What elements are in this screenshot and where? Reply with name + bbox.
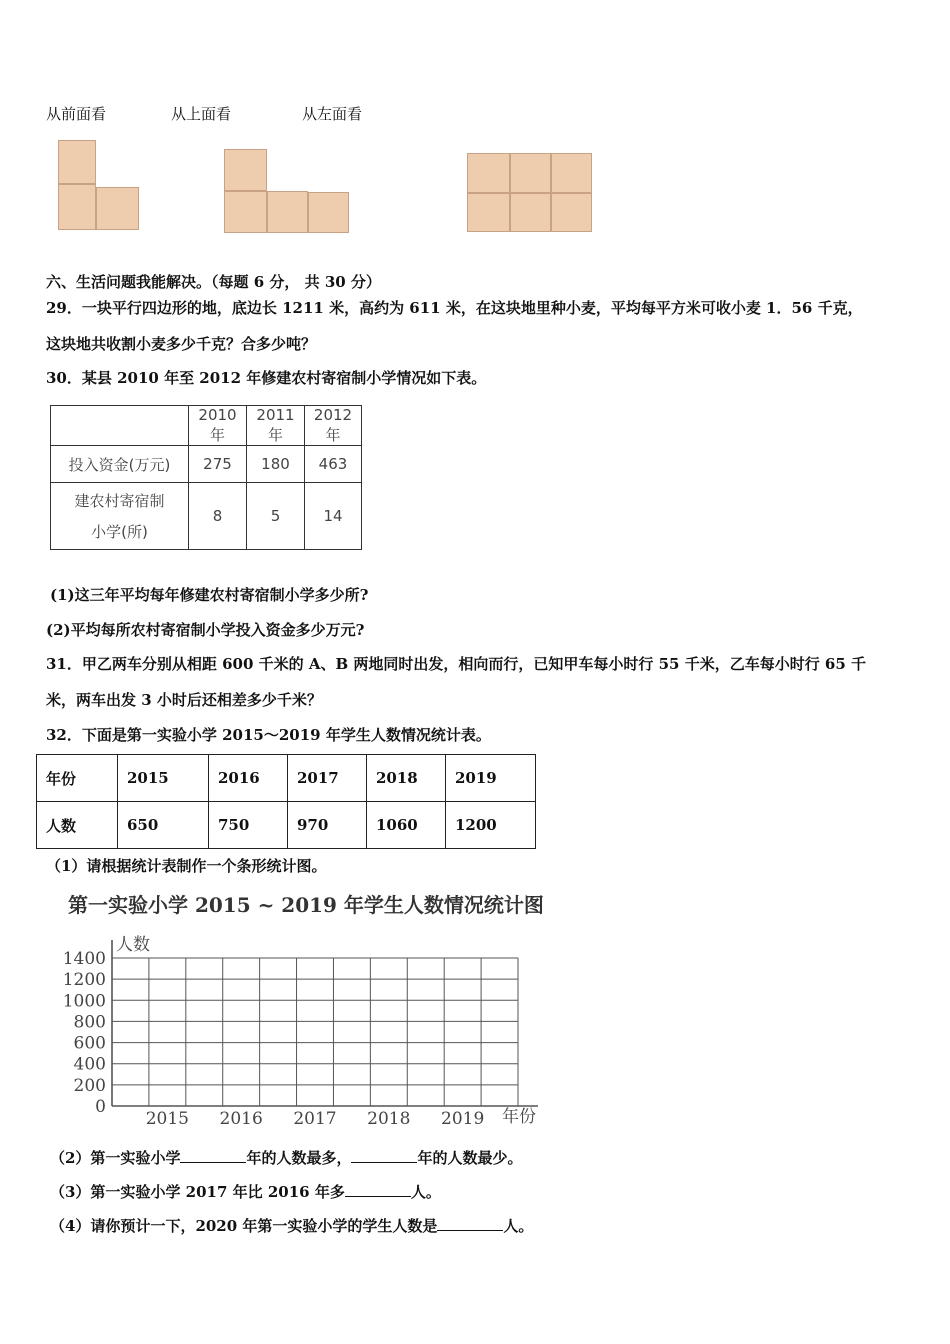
chart-y-tick-label: 600 — [73, 1033, 106, 1054]
sub2-text-c: 年的人数最少。 — [417, 1149, 523, 1167]
chart-y-tick-label: 1000 — [62, 991, 106, 1012]
answer-blank[interactable] — [345, 1182, 411, 1197]
chart-x-tick-label: 2017 — [293, 1109, 337, 1128]
cube-face — [551, 193, 592, 232]
chart-y-tick-label: 800 — [73, 1012, 106, 1033]
table-cell: 970 — [288, 802, 367, 849]
question-32-sub3 — [50, 1181, 441, 1202]
table-cell: 1200 — [446, 802, 536, 849]
table-cell: 463 — [305, 446, 362, 483]
cube-face — [467, 193, 510, 232]
table-cell: 1060 — [367, 802, 446, 849]
table-cell: 2018 — [367, 755, 446, 802]
cube-face — [224, 191, 267, 233]
front-view-label: 从前面看 — [46, 105, 107, 123]
question-29-line1: 29．一块平行四边形的地，底边长 1211 米，高约为 611 米，在这块地里种小麦，平均每平方米可收小麦 1．56 千克， — [46, 299, 863, 317]
table-header-cell: 2012 年 — [305, 406, 362, 446]
chart-y-ticks — [63, 949, 106, 1117]
sub2-text-b: 年的人数最多， — [246, 1149, 352, 1167]
cube-face — [58, 184, 96, 230]
table-cell: 14 — [305, 483, 362, 550]
table-row-label: 人数 — [37, 802, 118, 849]
left-view-label: 从左面看 — [302, 105, 363, 123]
cube-face — [58, 140, 96, 184]
table-header-cell: 2011 年 — [247, 406, 305, 446]
table-cell: 5 — [247, 483, 305, 550]
bar-chart — [58, 888, 558, 1128]
top-view-label: 从上面看 — [171, 105, 232, 123]
sub4-text-a: （4）请你预计一下，2020 年第一实验小学的学生人数是 — [50, 1217, 438, 1235]
cube-face — [510, 153, 551, 193]
chart-y-tick-label: 0 — [95, 1097, 106, 1117]
table-row-label-line2: 小学(所) — [91, 523, 148, 541]
table-row-label-line1: 建农村寄宿制 — [74, 492, 165, 510]
table-cell: 8 — [189, 483, 247, 550]
cube-face — [467, 153, 510, 193]
table-cell: 180 — [247, 446, 305, 483]
chart-y-tick-label: 400 — [73, 1054, 106, 1075]
chart-x-tick-label: 2018 — [367, 1109, 411, 1128]
table-cell: 275 — [189, 446, 247, 483]
answer-blank[interactable] — [437, 1216, 503, 1231]
chart-grid — [112, 940, 538, 1106]
table-cell: 650 — [118, 802, 209, 849]
table-q30 — [50, 405, 362, 550]
question-30-sub1: (1)这三年平均每年修建农村寄宿制小学多少所? — [50, 586, 369, 604]
table-cell: 2015 — [118, 755, 209, 802]
answer-blank[interactable] — [180, 1148, 246, 1163]
chart-x-tick-label: 2015 — [145, 1109, 189, 1128]
table-row-label: 年份 — [37, 755, 118, 802]
sub3-text-a: （3）第一实验小学 2017 年比 2016 年多 — [50, 1183, 345, 1201]
table-row-label: 投入资金(万元) — [51, 446, 189, 483]
cube-face — [267, 191, 308, 233]
question-32-sub1: （1）请根据统计表制作一个条形统计图。 — [46, 857, 327, 875]
table-cell: 2019 — [446, 755, 536, 802]
chart-x-ticks — [146, 1109, 485, 1128]
question-30-intro: 30．某县 2010 年至 2012 年修建农村寄宿制小学情况如下表。 — [46, 369, 487, 387]
table-cell: 2016 — [209, 755, 288, 802]
chart-title: 第一实验小学 2015 ~ 2019 年学生人数情况统计图 — [68, 893, 544, 917]
section-heading: 六、生活问题我能解决。（每题 6 分， 共 30 分） — [46, 273, 381, 291]
chart-x-tick-label: 2016 — [219, 1109, 263, 1128]
cube-face — [224, 149, 267, 191]
question-31-line1: 31．甲乙两车分别从相距 600 千米的 A、B 两地同时出发，相向而行，已知甲车每小时行 55 千米，乙车每小时行 65 千 — [46, 655, 867, 673]
table-header-cell: 2010 年 — [189, 406, 247, 446]
cube-face — [551, 153, 592, 193]
table-header-cell — [51, 406, 189, 446]
table-q32 — [36, 754, 536, 849]
chart-y-tick-label: 1400 — [62, 949, 106, 969]
table-cell: 750 — [209, 802, 288, 849]
chart-y-tick-label: 200 — [73, 1075, 106, 1096]
sub4-text-b: 人。 — [503, 1217, 534, 1235]
cube-face — [510, 193, 551, 232]
question-30-sub2: (2)平均每所农村寄宿制小学投入资金多少万元? — [46, 621, 365, 639]
chart-y-tick-label: 1200 — [62, 970, 106, 991]
table-cell: 2017 — [288, 755, 367, 802]
question-32-sub4 — [50, 1215, 533, 1236]
table-row-label — [51, 483, 189, 550]
chart-x-axis-label: 年份 — [502, 1107, 536, 1127]
sub3-text-b: 人。 — [410, 1183, 441, 1201]
chart-y-axis-label: 人数 — [116, 935, 150, 955]
cube-face — [96, 187, 139, 230]
question-32-sub2 — [50, 1147, 522, 1168]
sub2-text-a: （2）第一实验小学 — [50, 1149, 181, 1167]
question-31-line2: 米，两车出发 3 小时后还相差多少千米？ — [46, 691, 322, 709]
question-32-intro: 32．下面是第一实验小学 2015～2019 年学生人数情况统计表。 — [46, 726, 491, 744]
cube-face — [308, 192, 349, 233]
question-29-line2: 这块地共收割小麦多少千克？合多少吨？ — [46, 335, 317, 353]
chart-x-tick-label: 2019 — [441, 1109, 485, 1128]
answer-blank[interactable] — [351, 1148, 417, 1163]
